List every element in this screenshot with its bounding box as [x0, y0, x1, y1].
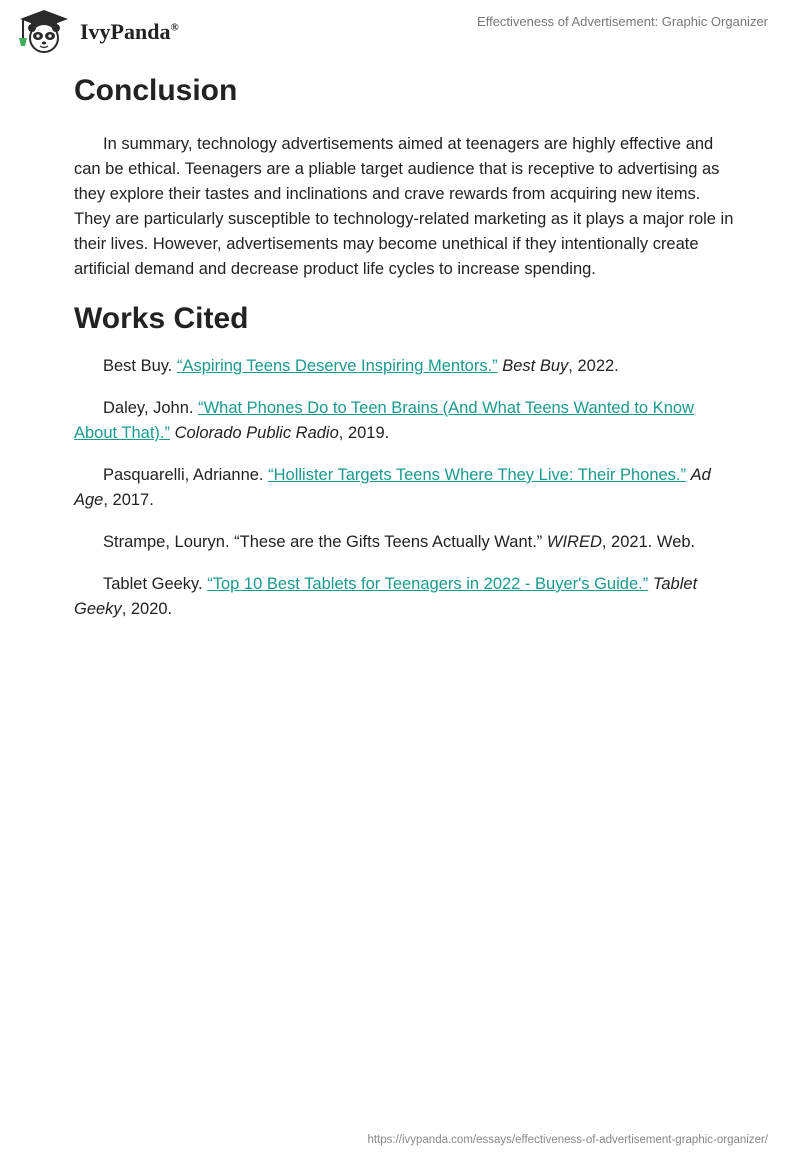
citation-author: Strampe, Louryn. “These are the Gifts Teens Actually Want.” — [103, 533, 547, 551]
logo-text: IvyPanda® — [80, 19, 179, 44]
citation-year: , 2019. — [338, 424, 390, 442]
logo[interactable] — [14, 8, 179, 54]
citation-author: Daley, John. — [103, 399, 199, 417]
citation-source: Tablet Geeky — [74, 575, 698, 618]
works-cited-heading: Works Cited — [74, 302, 249, 335]
footer-url[interactable]: https://ivypanda.com/essays/effectiveness-of-advertisement-graphic-organizer/ — [367, 1134, 768, 1146]
citation-source: Best Buy — [502, 357, 569, 375]
registered-mark: ® — [170, 21, 179, 34]
citation-entry — [74, 530, 734, 555]
citation-link[interactable]: “Top 10 Best Tablets for Teenagers in 2022 - Buyer's Guide.” — [207, 575, 649, 593]
citation-source: Ad Age — [74, 466, 711, 509]
citation-year: , 2022. — [568, 357, 619, 375]
conclusion-paragraph: In summary, technology advertisements aimed at teenagers are highly effective and can be ethical. Teenagers are a pliable target audience that is receptive to advertising as they explore their tastes and inclinations and crave rewards from acquiring new items. They are particularly susceptible to technology-related marketing as it plays a major role in their lives. However, advertisements may become unethical if they intentionally create artificial demand and decrease product life cycles to increase spending. — [74, 135, 734, 278]
citation-link[interactable]: “Hollister Targets Teens Where They Live: Their Phones.” — [268, 466, 686, 484]
citation-source: WIRED — [546, 533, 602, 551]
citation-author: Tablet Geeky. — [103, 575, 208, 593]
page-header — [0, 0, 800, 60]
citation-year: , 2021. Web. — [601, 533, 696, 551]
conclusion-heading: Conclusion — [74, 74, 238, 107]
document-title: Effectiveness of Advertisement: Graphic Organizer — [477, 14, 768, 29]
citation-entry — [74, 463, 734, 513]
citation-link[interactable]: “Aspiring Teens Deserve Inspiring Mentors.” — [176, 357, 498, 375]
essay-content — [74, 72, 734, 622]
citation-year: , 2020. — [121, 600, 173, 618]
works-cited-list — [74, 354, 734, 622]
citation-source: Colorado Public Radio — [174, 424, 339, 442]
citation-link[interactable]: “What Phones Do to Teen Brains (And What Teens Wanted to Know About That).” — [74, 399, 694, 442]
citation-entry — [74, 354, 734, 379]
citation-year: , 2017. — [103, 491, 154, 509]
citation-author: Pasquarelli, Adrianne. — [103, 466, 269, 484]
panda-logo-icon — [14, 8, 74, 54]
citation-entry — [74, 572, 734, 622]
citation-entry — [74, 396, 734, 446]
citation-author: Best Buy. — [103, 357, 177, 375]
